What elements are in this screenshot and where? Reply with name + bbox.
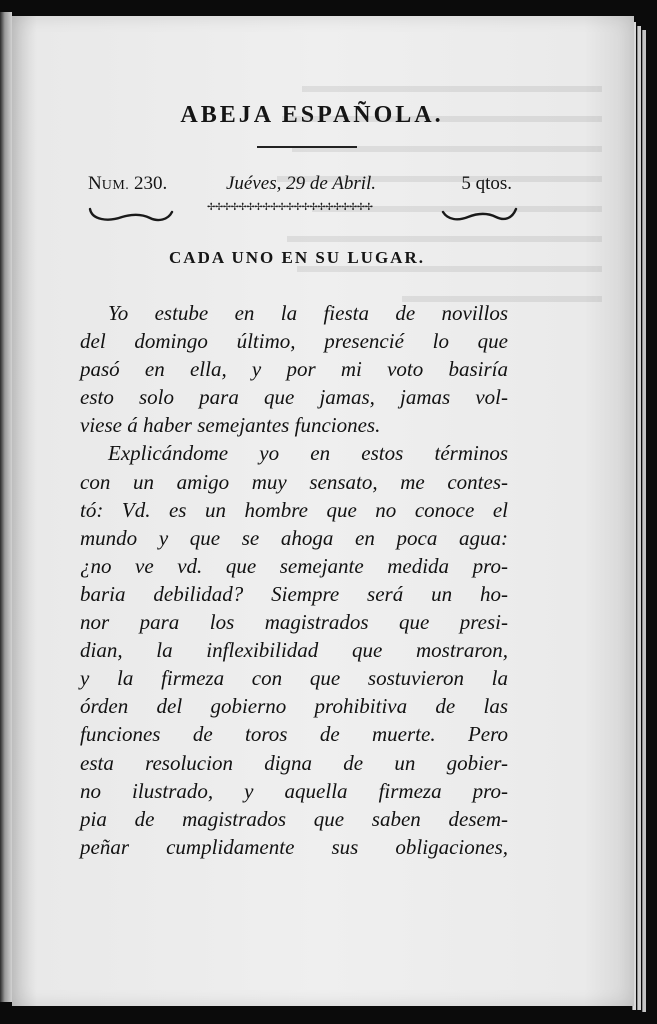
body-line: pasó en ella, y por mi voto basiría [80, 357, 508, 382]
issue-date: Juéves, 29 de Abril. [226, 173, 377, 194]
issue-number-value: 230. [129, 173, 168, 194]
body-line: esta resolucion digna de un gobier- [80, 750, 508, 775]
body-line: mundo y que se ahoga en poca agua: [80, 525, 508, 550]
body-line: nor para los magistrados que presi- [80, 610, 508, 635]
masthead-rule [257, 146, 357, 148]
issue-number-label: UM. [101, 178, 130, 193]
body-line: y la firmeza con que sostuvieron la [80, 666, 508, 691]
issue-info-row [88, 173, 512, 201]
body-line: Yo estube en la fiesta de novillos [108, 301, 508, 325]
body-line: Explicándome yo en estos términos [108, 441, 508, 466]
issue-price: 5 qtos. [461, 173, 512, 194]
right-swash-ornament-icon [440, 206, 520, 226]
section-heading: CADA UNO EN SU LUGAR. [169, 248, 425, 267]
body-line: baria debilidad? Siempre será un ho- [80, 581, 508, 606]
ornamental-cross-rule: ✢✢✢✢✢✢✢✢✢✢✢✢✢✢✢✢✢✢✢✢✢ [207, 202, 373, 213]
body-line: esto solo para que jamas, jamas vol- [80, 385, 508, 410]
masthead-title: ABEJA ESPAÑOLA. [180, 102, 444, 128]
article-body [80, 299, 508, 861]
page-edge [637, 26, 641, 1010]
body-line: tó: Vd. es un hombre que no conoce el [80, 497, 508, 522]
body-line: peñar cumplidamente sus obligaciones, [80, 834, 508, 859]
body-line: con un amigo muy sensato, me contes- [80, 469, 508, 494]
body-line: viese á haber semejantes funciones. [80, 413, 381, 438]
body-line: del domingo último, presencié lo que [80, 329, 508, 354]
body-line: dian, la inflexibilidad que mostraron, [80, 638, 508, 663]
page-edge [642, 30, 646, 1012]
facing-page-edge [0, 12, 12, 1002]
body-line: no ilustrado, y aquella firmeza pro- [80, 778, 508, 803]
body-line: pia de magistrados que saben desem- [80, 806, 508, 831]
body-line: funciones de toros de muerte. Pero [80, 722, 508, 747]
book-page [12, 16, 634, 1006]
body-line: ¿no ve vd. que semejante medida pro- [80, 553, 508, 578]
issue-number [88, 173, 167, 195]
issue-number-prefix: N [88, 173, 102, 194]
body-line: órden del gobierno prohibitiva de las [80, 694, 508, 719]
left-swash-ornament-icon [86, 206, 176, 226]
